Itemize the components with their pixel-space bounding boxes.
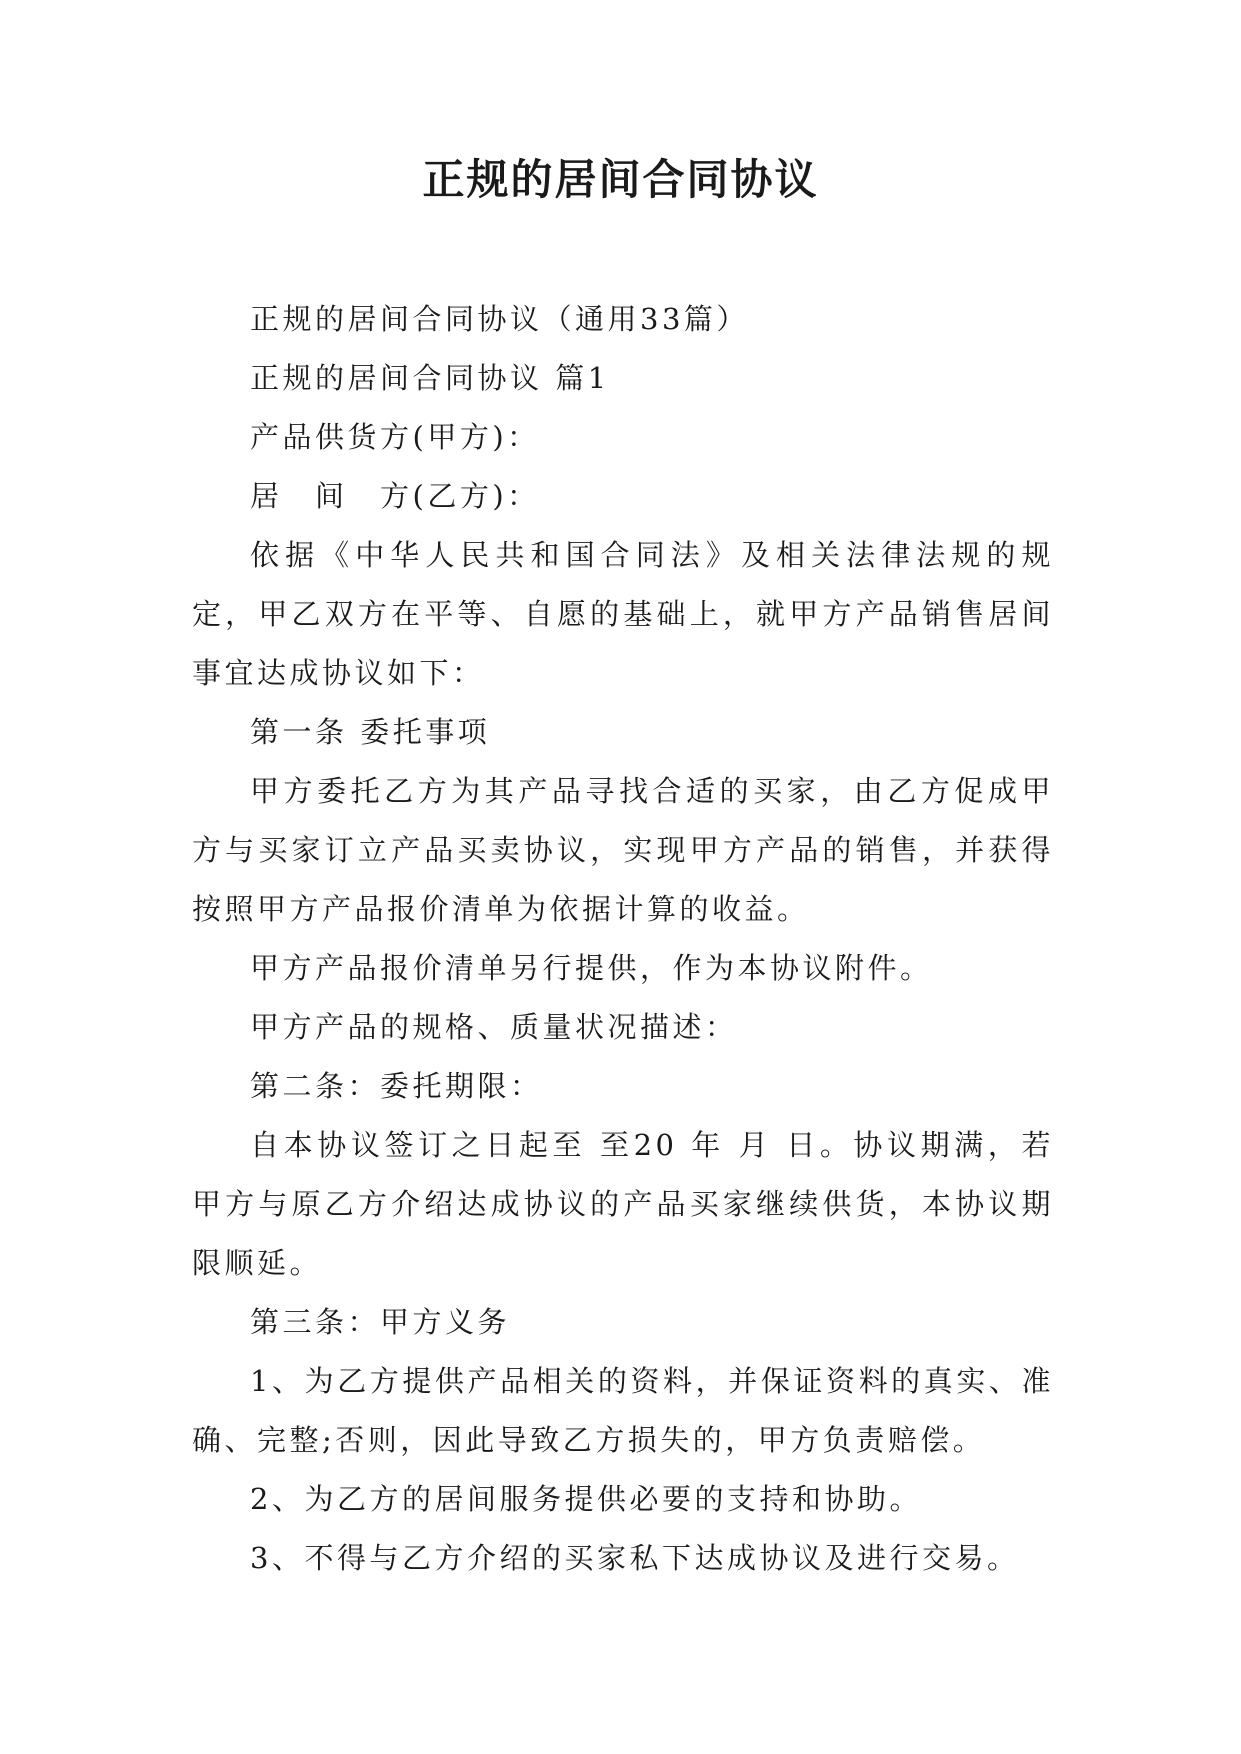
party-b-line: 居 间 方(乙方)： <box>250 479 540 513</box>
article-1-heading: 第一条 委托事项 <box>250 715 491 749</box>
party-a-line: 产品供货方(甲方)： <box>250 420 540 454</box>
article-3-heading: 第三条：甲方义务 <box>250 1305 511 1339</box>
preamble-paragraph: 依据《中华人民共和国合同法》及相关法律法规的规定，甲乙双方在平等、自愿的基础上，就甲方产品销售居间事宜达成协议如下： <box>192 538 1054 690</box>
article-3-item-1: 1、为乙方提供产品相关的资料，并保证资料的真实、准确、完整;否则，因此导致乙方损失的，甲方负责赔偿。 <box>192 1364 1054 1457</box>
article-3-item-2: 2、为乙方的居间服务提供必要的支持和协助。 <box>250 1482 922 1516</box>
subtitle-paragraph: 正规的居间合同协议（通用33篇） <box>250 302 749 336</box>
article-1-spec-line: 甲方产品的规格、质量状况描述： <box>250 1010 738 1044</box>
section-heading: 正规的居间合同协议 篇1 <box>250 361 610 395</box>
document-body <box>192 290 1054 1588</box>
article-3-item-3: 3、不得与乙方介绍的买家私下达成协议及进行交易。 <box>250 1541 1020 1575</box>
article-1-paragraph: 甲方委托乙方为其产品寻找合适的买家，由乙方促成甲方与买家订立产品买卖协议，实现甲方产品的销售，并获得按照甲方产品报价清单为依据计算的收益。 <box>192 774 1054 926</box>
article-1-attachment-note: 甲方产品报价清单另行提供，作为本协议附件。 <box>250 951 933 985</box>
article-2-heading: 第二条：委托期限： <box>250 1069 543 1103</box>
article-2-paragraph: 自本协议签订之日起至 至20 年 月 日。协议期满，若甲方与原乙方介绍达成协议的产品买家继续供货，本协议期限顺延。 <box>192 1128 1054 1280</box>
document-title: 正规的居间合同协议 <box>422 155 819 204</box>
